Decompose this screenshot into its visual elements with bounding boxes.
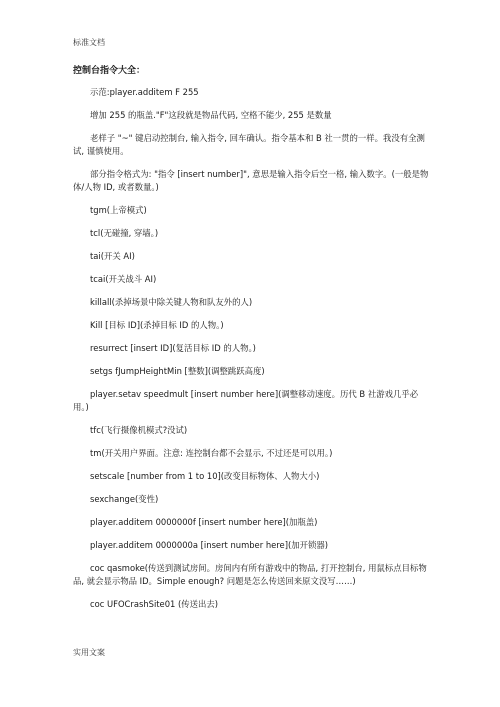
paragraph: player.setav speedmult [insert number here](调整移动速度。历代 B 社游戏几乎必用。)	[73, 389, 419, 412]
paragraph: Kill [目标 ID](杀掉目标 ID 的人物。)	[90, 320, 224, 330]
paragraph: coc qasmoke(传送到测试房间。房间内有所有游戏中的物品, 打开控制台, 用鼠标点目标物品, 就会显示物品 ID。Simple enough? 问题是怎么传送回来原文没写……)	[73, 563, 427, 586]
paragraph: setscale [number from 1 to 10](改变目标物体、人物大小)	[90, 471, 320, 481]
paragraph: 增加 255 的瓶盖."F"这段就是物品代码, 空格不能少, 255 是数量	[90, 110, 332, 120]
paragraph: tgm(上帝模式)	[90, 205, 147, 215]
paragraph: tfc(飞行摄像机模式?没试)	[90, 425, 188, 435]
paragraph: player.additem 0000000f [insert number here](加瓶盖)	[90, 517, 318, 527]
paragraph: tm(开关用户界面。注意: 连控制台都不会显示, 不过还是可以用。)	[90, 448, 333, 458]
page-footer: 实用文案	[73, 648, 105, 657]
page-header: 标准文档	[73, 38, 105, 47]
paragraph: tcl(无碰撞, 穿墙。)	[90, 228, 159, 238]
paragraph: resurrect [insert ID](复活目标 ID 的人物。)	[90, 343, 256, 353]
paragraph: killall(杀掉场景中除关键人物和队友外的人)	[90, 297, 253, 307]
paragraph: sexchange(变性)	[90, 494, 159, 504]
document-body	[73, 86, 433, 621]
paragraph: tai(开关 AI)	[90, 251, 135, 261]
paragraph: coc UFOCrashSite01 (传送出去)	[90, 599, 219, 609]
paragraph: 部分指令格式为: "指令 [insert number]", 意思是输入指令后空一格, 输入数字。(一般是物体/人物 ID, 或者数量。)	[73, 169, 429, 192]
paragraph: player.additem 0000000a [insert number here](加开锁器)	[90, 540, 328, 550]
paragraph: 示范:player.additem F 255	[90, 87, 199, 97]
paragraph: tcai(开关战斗 AI)	[90, 274, 157, 284]
document-title: 控制台指令大全：	[73, 66, 146, 76]
paragraph: setgs fJumpHeightMin [整数](调整跳跃高度)	[90, 366, 265, 376]
paragraph: 老样子 "~" 键启动控制台, 输入指令, 回车确认。指令基本和 B 社一贯的一样。我没有全测试, 谨慎使用。	[73, 133, 425, 156]
